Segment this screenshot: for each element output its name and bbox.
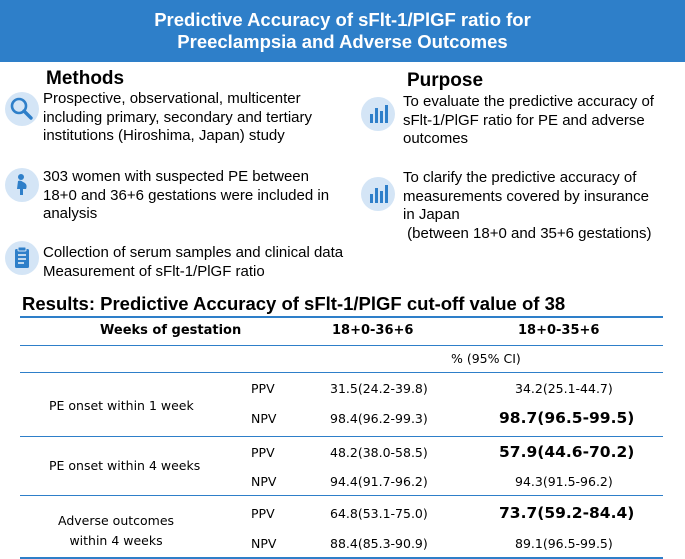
metric-label: NPV — [251, 411, 277, 426]
methods-heading: Methods — [46, 68, 125, 89]
table-rule-top — [20, 316, 663, 318]
results-title: Results: Predictive Accuracy of sFlt-1/PlGF cut-off value of 38 — [22, 293, 566, 314]
methods-item-2-line: 303 women with suspected PE between — [43, 168, 309, 185]
methods-item-1 — [43, 90, 312, 146]
value-range-1: 98.4(96.2-99.3) — [330, 411, 428, 426]
purpose-item-2-line: measurements covered by insurance — [403, 187, 649, 205]
purpose-item-2 — [403, 169, 652, 243]
value-range-2: 89.1(96.5-99.5) — [515, 536, 613, 551]
unit-label: % (95% CI) — [451, 351, 521, 366]
methods-item-1-line: Prospective, observational, multicenter — [43, 90, 301, 107]
col-header-range-2: 18+0-35+6 — [518, 323, 600, 338]
metric-label: NPV — [251, 474, 277, 489]
value-range-1: 31.5(24.2-39.8) — [330, 381, 428, 396]
value-range-2: 34.2(25.1-44.7) — [515, 381, 613, 396]
col-header-range-1: 18+0-36+6 — [332, 323, 414, 338]
purpose-heading: Purpose — [407, 70, 484, 91]
group-label-pe-1-week: PE onset within 1 week — [49, 398, 194, 413]
purpose-item-2-line: in Japan — [403, 206, 460, 223]
value-range-1: 64.8(53.1-75.0) — [330, 506, 428, 521]
title-banner — [0, 0, 685, 62]
methods-item-2 — [43, 168, 329, 224]
group-label-line: Adverse outcomes — [58, 513, 175, 528]
group-label-adverse-outcomes — [58, 511, 174, 551]
value-range-2-highlight: 57.9(44.6-70.2) — [499, 443, 635, 461]
value-range-2: 94.3(91.5-96.2) — [515, 474, 613, 489]
methods-item-3 — [43, 244, 343, 281]
metric-label: PPV — [251, 445, 275, 460]
title-line-2: Preeclampsia and Adverse Outcomes — [177, 31, 508, 52]
table-rule — [20, 436, 663, 437]
value-range-1: 48.2(38.0-58.5) — [330, 445, 428, 460]
value-range-1: 88.4(85.3-90.9) — [330, 536, 428, 551]
table-rule — [20, 372, 663, 373]
purpose-item-1-line: outcomes — [403, 130, 469, 147]
methods-item-1-line: institutions (Hiroshima, Japan) study — [43, 127, 285, 144]
bar-chart-icon — [361, 97, 395, 131]
metric-label: PPV — [251, 506, 275, 521]
group-label-line: within 4 weeks — [69, 533, 163, 548]
purpose-item-2-line: To clarify the predictive accuracy of — [403, 169, 637, 186]
group-label-pe-4-weeks: PE onset within 4 weeks — [49, 458, 201, 473]
clipboard-icon — [5, 241, 39, 275]
methods-item-2-line: 18+0 and 36+6 gestations were included in — [43, 186, 330, 204]
methods-item-3-line: Measurement of sFlt-1/PlGF ratio — [43, 262, 265, 280]
purpose-item-1 — [403, 93, 654, 149]
title-line-1: Predictive Accuracy of sFlt-1/PlGF ratio for — [154, 9, 531, 30]
value-range-1: 94.4(91.7-96.2) — [330, 474, 428, 489]
table-rule — [20, 345, 663, 346]
pregnant-woman-icon — [5, 168, 39, 202]
purpose-item-1-line: sFlt-1/PlGF ratio for PE and adverse — [403, 111, 645, 129]
purpose-item-1-line: To evaluate the predictive accuracy of — [403, 93, 654, 110]
results-table — [20, 314, 663, 559]
magnifier-icon — [5, 92, 39, 126]
value-range-2-highlight: 98.7(96.5-99.5) — [499, 409, 635, 427]
bar-chart-icon — [361, 177, 395, 211]
methods-item-1-line: including primary, secondary and tertiary — [43, 108, 313, 126]
value-range-2-highlight: 73.7(59.2-84.4) — [499, 504, 635, 522]
purpose-item-2-line: (between 18+0 and 35+6 gestations) — [403, 224, 652, 242]
col-header-weeks: Weeks of gestation — [100, 323, 242, 338]
table-rule — [20, 495, 663, 496]
metric-label: NPV — [251, 536, 277, 551]
metric-label: PPV — [251, 381, 275, 396]
methods-item-3-line: Collection of serum samples and clinical data — [43, 244, 344, 261]
methods-item-2-line: analysis — [43, 205, 98, 222]
